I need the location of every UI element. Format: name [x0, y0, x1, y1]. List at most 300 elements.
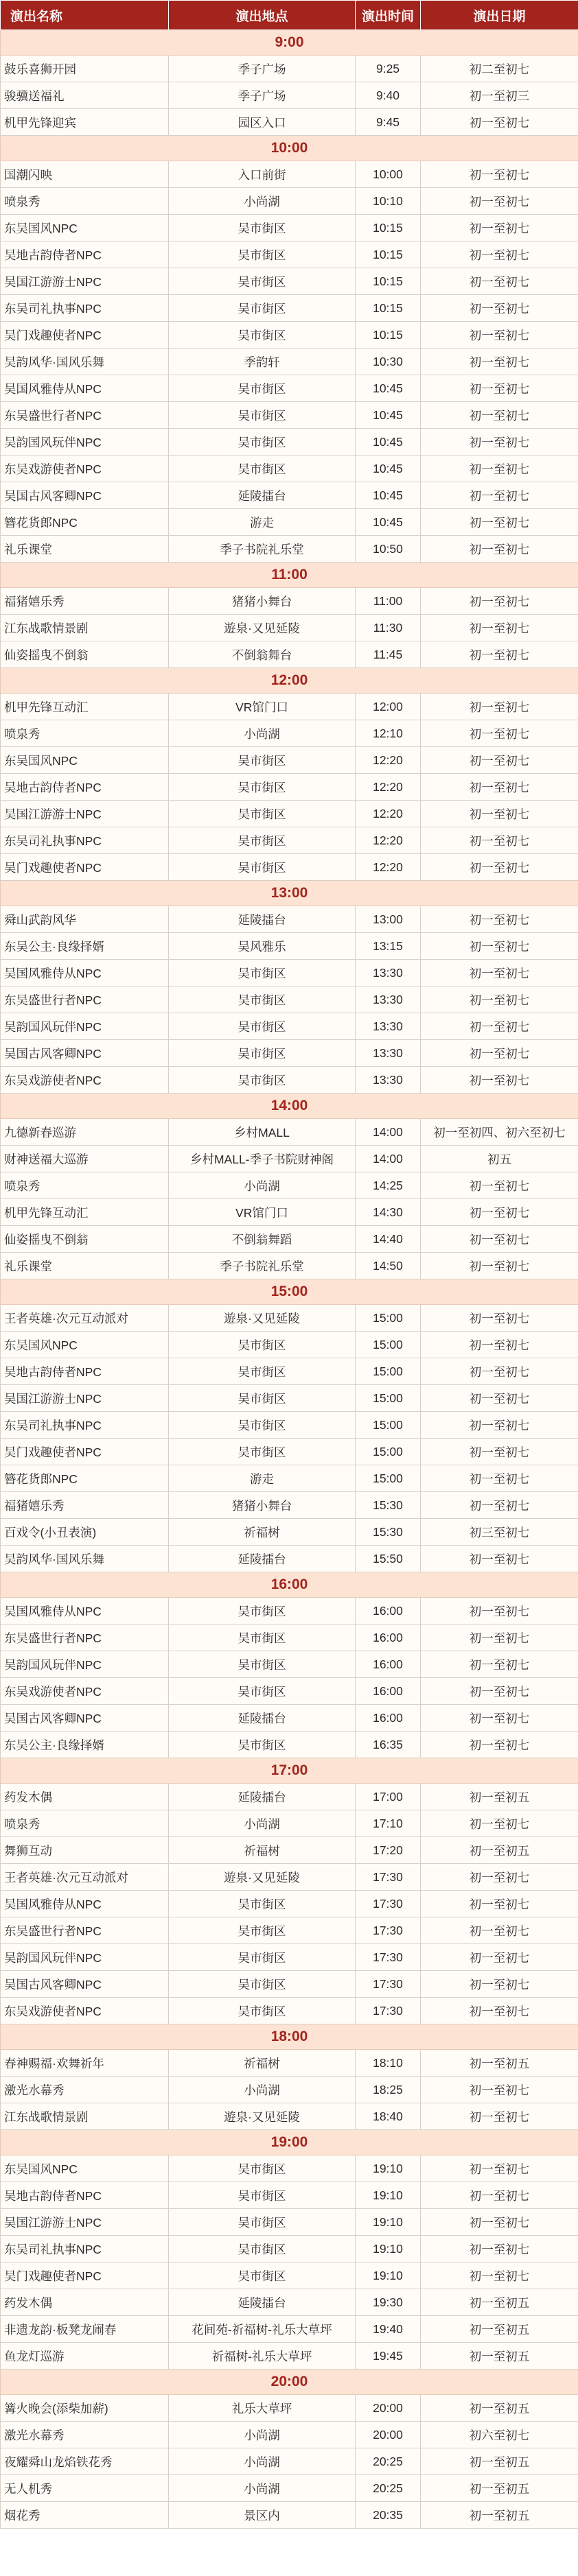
cell-name: 财神送福大巡游 [1, 1146, 169, 1172]
cell-location: 吴市街区 [169, 241, 356, 268]
cell-name: 吴国风雅侍从NPC [1, 375, 169, 402]
table-row [1, 1598, 578, 1624]
cell-location: 吴市街区 [169, 375, 356, 402]
cell-dates: 初一至初七 [421, 774, 578, 801]
cell-time: 12:20 [356, 801, 421, 827]
cell-location: 吴市街区 [169, 1385, 356, 1412]
table-row [1, 1385, 578, 1412]
cell-name: 东吴盛世行者NPC [1, 1624, 169, 1651]
header-time: 演出时间 [356, 1, 421, 30]
cell-location: 猪猪小舞台 [169, 1492, 356, 1519]
cell-location: 吴市街区 [169, 1651, 356, 1678]
cell-dates: 初一至初七 [421, 1305, 578, 1332]
cell-dates: 初一至初七 [421, 1332, 578, 1358]
cell-name: 吴国古风客卿NPC [1, 1040, 169, 1067]
cell-time: 9:45 [356, 109, 421, 136]
cell-dates: 初一至初七 [421, 720, 578, 747]
table-row [1, 1226, 578, 1253]
cell-location: 吴市街区 [169, 1971, 356, 1998]
table-row [1, 1998, 578, 2024]
cell-location: 小尚湖 [169, 720, 356, 747]
cell-location: 游走 [169, 509, 356, 536]
table-row [1, 1465, 578, 1492]
cell-name: 百戏令(小丑表演) [1, 1519, 169, 1546]
table-row [1, 1678, 578, 1705]
cell-name: 江东战歌情景剧 [1, 615, 169, 641]
cell-name: 药发木偶 [1, 1784, 169, 1810]
cell-location: 吴市街区 [169, 1917, 356, 1944]
time-group-label: 9:00 [1, 30, 578, 56]
cell-time: 12:20 [356, 747, 421, 774]
table-row [1, 1784, 578, 1810]
cell-location: 乡村MALL [169, 1119, 356, 1146]
cell-location: 延陵擂台 [169, 1784, 356, 1810]
cell-name: 东吴司礼执事NPC [1, 2236, 169, 2262]
cell-location: 园区入口 [169, 109, 356, 136]
time-group-row [1, 668, 578, 694]
cell-dates: 初一至初七 [421, 456, 578, 482]
cell-name: 机甲先锋迎宾 [1, 109, 169, 136]
cell-dates: 初一至初七 [421, 1624, 578, 1651]
cell-time: 17:30 [356, 1944, 421, 1971]
cell-dates: 初一至初七 [421, 509, 578, 536]
cell-dates: 初一至初五 [421, 2050, 578, 2077]
cell-location: 不倒翁舞台 [169, 641, 356, 668]
cell-location: 吴风雅乐 [169, 933, 356, 960]
cell-dates: 初一至初七 [421, 1917, 578, 1944]
cell-location: 吴市街区 [169, 1998, 356, 2024]
cell-location: 游走 [169, 1465, 356, 1492]
time-group-label: 18:00 [1, 2024, 578, 2050]
cell-name: 机甲先锋互动汇 [1, 694, 169, 720]
table-row [1, 1944, 578, 1971]
time-group-row [1, 2370, 578, 2395]
cell-dates: 初一至初七 [421, 1546, 578, 1572]
cell-location: 吴市街区 [169, 2155, 356, 2182]
cell-time: 20:25 [356, 2475, 421, 2502]
cell-time: 10:15 [356, 268, 421, 295]
cell-dates: 初一至初七 [421, 241, 578, 268]
table-row [1, 774, 578, 801]
cell-location: 花间苑-祈福树-礼乐大草坪 [169, 2316, 356, 2343]
table-row [1, 1199, 578, 1226]
cell-location: 祈福树 [169, 2050, 356, 2077]
cell-name: 吴地古韵侍者NPC [1, 241, 169, 268]
table-header [1, 1, 578, 30]
cell-name: 夜耀舜山龙焰铁花秀 [1, 2448, 169, 2475]
cell-location: 吴市街区 [169, 1412, 356, 1439]
cell-dates: 初一至初五 [421, 2289, 578, 2316]
time-group-label: 15:00 [1, 1279, 578, 1305]
cell-dates: 初一至初五 [421, 1784, 578, 1810]
table-row [1, 1119, 578, 1146]
table-row [1, 1651, 578, 1678]
cell-dates: 初一至初七 [421, 2262, 578, 2289]
cell-name: 吴国风雅侍从NPC [1, 960, 169, 986]
cell-name: 王者英雄·次元互动派对 [1, 1864, 169, 1891]
table-row [1, 720, 578, 747]
cell-dates: 初一至初七 [421, 1732, 578, 1758]
cell-time: 14:00 [356, 1119, 421, 1146]
cell-name: 吴国古风客卿NPC [1, 482, 169, 509]
table-row [1, 268, 578, 295]
cell-location: 小尚湖 [169, 1810, 356, 1837]
cell-name: 仙姿摇曳不倒翁 [1, 641, 169, 668]
cell-dates: 初一至初七 [421, 482, 578, 509]
table-row [1, 960, 578, 986]
cell-time: 16:00 [356, 1678, 421, 1705]
cell-time: 14:25 [356, 1172, 421, 1199]
table-row [1, 161, 578, 188]
cell-name: 吴国江游游士NPC [1, 801, 169, 827]
cell-time: 15:00 [356, 1358, 421, 1385]
cell-time: 10:00 [356, 161, 421, 188]
cell-name: 国潮闪映 [1, 161, 169, 188]
cell-name: 东吴戏游使者NPC [1, 1067, 169, 1094]
cell-location: 遊泉·又见延陵 [169, 615, 356, 641]
cell-time: 15:30 [356, 1492, 421, 1519]
table-row [1, 2475, 578, 2502]
cell-dates: 初三至初七 [421, 1519, 578, 1546]
cell-name: 簪花货郎NPC [1, 509, 169, 536]
table-row [1, 1040, 578, 1067]
cell-name: 吴国江游游士NPC [1, 268, 169, 295]
cell-dates: 初一至初七 [421, 588, 578, 615]
table-row [1, 1172, 578, 1199]
table-row [1, 1971, 578, 1998]
cell-dates: 初二至初七 [421, 56, 578, 82]
cell-location: 吴市街区 [169, 1067, 356, 1094]
cell-dates: 初一至初七 [421, 268, 578, 295]
cell-time: 20:00 [356, 2422, 421, 2448]
cell-name: 东吴国风NPC [1, 747, 169, 774]
cell-time: 16:35 [356, 1732, 421, 1758]
cell-location: 吴市街区 [169, 1944, 356, 1971]
cell-time: 18:10 [356, 2050, 421, 2077]
table-row [1, 402, 578, 429]
cell-dates: 初一至初七 [421, 215, 578, 241]
table-row [1, 801, 578, 827]
cell-name: 东吴公主·良缘择婿 [1, 1732, 169, 1758]
cell-time: 16:00 [356, 1624, 421, 1651]
table-row [1, 2236, 578, 2262]
cell-name: 篝火晚会(添柴加薪) [1, 2395, 169, 2422]
table-row [1, 375, 578, 402]
cell-location: 吴市街区 [169, 774, 356, 801]
cell-time: 19:10 [356, 2209, 421, 2236]
cell-dates: 初一至初五 [421, 2448, 578, 2475]
time-group-row [1, 1279, 578, 1305]
cell-time: 18:40 [356, 2103, 421, 2130]
cell-dates: 初一至初五 [421, 2502, 578, 2529]
cell-time: 14:40 [356, 1226, 421, 1253]
cell-location: VR馆门口 [169, 694, 356, 720]
cell-time: 10:15 [356, 241, 421, 268]
table-row [1, 747, 578, 774]
time-group-row [1, 1094, 578, 1119]
cell-name: 吴门戏趣使者NPC [1, 1439, 169, 1465]
cell-dates: 初一至初七 [421, 1891, 578, 1917]
time-group-label: 14:00 [1, 1094, 578, 1119]
table-row [1, 536, 578, 563]
cell-name: 东吴戏游使者NPC [1, 1998, 169, 2024]
table-row [1, 1067, 578, 1094]
cell-dates: 初一至初七 [421, 2155, 578, 2182]
header-dates: 演出日期 [421, 1, 578, 30]
table-row [1, 1358, 578, 1385]
cell-dates: 初一至初五 [421, 2343, 578, 2370]
table-row [1, 1519, 578, 1546]
table-body [1, 30, 578, 2529]
cell-name: 喷泉秀 [1, 720, 169, 747]
cell-location: 吴市街区 [169, 402, 356, 429]
cell-name: 激光水幕秀 [1, 2077, 169, 2103]
cell-location: 吴市街区 [169, 2209, 356, 2236]
cell-name: 喷泉秀 [1, 188, 169, 215]
cell-time: 10:15 [356, 215, 421, 241]
cell-time: 10:45 [356, 402, 421, 429]
cell-name: 吴韵国风玩伴NPC [1, 1013, 169, 1040]
table-row [1, 2422, 578, 2448]
cell-location: 入口前街 [169, 161, 356, 188]
cell-time: 16:00 [356, 1651, 421, 1678]
cell-name: 吴国江游游士NPC [1, 1385, 169, 1412]
cell-time: 15:00 [356, 1439, 421, 1465]
cell-dates: 初一至初七 [421, 402, 578, 429]
cell-name: 东吴公主·良缘择婿 [1, 933, 169, 960]
time-group-label: 20:00 [1, 2370, 578, 2395]
cell-location: 吴市街区 [169, 1013, 356, 1040]
cell-time: 17:10 [356, 1810, 421, 1837]
cell-time: 10:15 [356, 295, 421, 322]
cell-time: 13:30 [356, 1013, 421, 1040]
cell-name: 舜山武韵风华 [1, 906, 169, 933]
cell-time: 12:10 [356, 720, 421, 747]
time-group-label: 11:00 [1, 563, 578, 588]
time-group-row [1, 881, 578, 906]
cell-dates: 初一至初七 [421, 1253, 578, 1279]
cell-dates: 初一至初七 [421, 161, 578, 188]
time-group-label: 16:00 [1, 1572, 578, 1598]
cell-dates: 初一至初七 [421, 986, 578, 1013]
cell-location: 吴市街区 [169, 747, 356, 774]
cell-location: 小尚湖 [169, 2077, 356, 2103]
table-row [1, 1891, 578, 1917]
cell-location: 吴市街区 [169, 1332, 356, 1358]
cell-dates: 初一至初七 [421, 295, 578, 322]
cell-dates: 初一至初七 [421, 2103, 578, 2130]
cell-time: 15:50 [356, 1546, 421, 1572]
time-group-row [1, 563, 578, 588]
cell-dates: 初一至初七 [421, 2236, 578, 2262]
cell-location: 延陵擂台 [169, 482, 356, 509]
cell-time: 15:00 [356, 1305, 421, 1332]
cell-dates: 初一至初五 [421, 2475, 578, 2502]
time-group-row [1, 2024, 578, 2050]
cell-dates: 初一至初七 [421, 1358, 578, 1385]
cell-name: 烟花秀 [1, 2502, 169, 2529]
cell-location: 吴市街区 [169, 1598, 356, 1624]
cell-name: 仙姿摇曳不倒翁 [1, 1226, 169, 1253]
cell-location: 吴市街区 [169, 1732, 356, 1758]
cell-location: 祈福树-礼乐大草坪 [169, 2343, 356, 2370]
table-row [1, 1146, 578, 1172]
cell-location: 吴市街区 [169, 215, 356, 241]
cell-location: 遊泉·又见延陵 [169, 1864, 356, 1891]
cell-dates: 初一至初七 [421, 1651, 578, 1678]
cell-time: 13:00 [356, 906, 421, 933]
table-row [1, 1705, 578, 1732]
cell-name: 东吴戏游使者NPC [1, 1678, 169, 1705]
cell-location: 乡村MALL-季子书院财神阁 [169, 1146, 356, 1172]
cell-dates: 初一至初五 [421, 2316, 578, 2343]
cell-name: 机甲先锋互动汇 [1, 1199, 169, 1226]
cell-time: 10:45 [356, 429, 421, 456]
cell-name: 礼乐课堂 [1, 1253, 169, 1279]
cell-dates: 初一至初七 [421, 1944, 578, 1971]
cell-time: 15:00 [356, 1385, 421, 1412]
cell-dates: 初一至初七 [421, 694, 578, 720]
cell-location: 不倒翁舞蹈 [169, 1226, 356, 1253]
cell-dates: 初一至初七 [421, 1385, 578, 1412]
cell-location: 吴市街区 [169, 2182, 356, 2209]
cell-name: 吴韵风华·国风乐舞 [1, 1546, 169, 1572]
table-row [1, 509, 578, 536]
cell-dates: 初一至初七 [421, 536, 578, 563]
cell-dates: 初一至初七 [421, 1013, 578, 1040]
table-row [1, 429, 578, 456]
cell-dates: 初一至初七 [421, 2209, 578, 2236]
cell-location: 小尚湖 [169, 188, 356, 215]
cell-name: 喷泉秀 [1, 1172, 169, 1199]
cell-dates: 初一至初七 [421, 1172, 578, 1199]
table-row [1, 2289, 578, 2316]
cell-time: 10:15 [356, 322, 421, 348]
cell-name: 东吴戏游使者NPC [1, 456, 169, 482]
cell-name: 东吴盛世行者NPC [1, 402, 169, 429]
cell-name: 王者英雄·次元互动派对 [1, 1305, 169, 1332]
cell-dates: 初一至初七 [421, 827, 578, 854]
cell-name: 吴韵国风玩伴NPC [1, 429, 169, 456]
cell-time: 17:20 [356, 1837, 421, 1864]
cell-time: 13:30 [356, 1040, 421, 1067]
cell-name: 吴门戏趣使者NPC [1, 2262, 169, 2289]
cell-time: 19:45 [356, 2343, 421, 2370]
cell-dates: 初一至初七 [421, 1864, 578, 1891]
cell-time: 10:45 [356, 509, 421, 536]
time-group-row [1, 136, 578, 161]
cell-time: 11:45 [356, 641, 421, 668]
cell-location: 小尚湖 [169, 1172, 356, 1199]
cell-dates: 初一至初七 [421, 429, 578, 456]
cell-time: 15:00 [356, 1332, 421, 1358]
cell-name: 东吴司礼执事NPC [1, 295, 169, 322]
cell-time: 19:40 [356, 2316, 421, 2343]
table-row [1, 588, 578, 615]
cell-location: 遊泉·又见延陵 [169, 1305, 356, 1332]
table-row [1, 1013, 578, 1040]
time-group-row [1, 1572, 578, 1598]
table-row [1, 641, 578, 668]
cell-time: 13:30 [356, 960, 421, 986]
cell-time: 11:00 [356, 588, 421, 615]
cell-time: 13:15 [356, 933, 421, 960]
cell-time: 10:45 [356, 456, 421, 482]
cell-time: 19:10 [356, 2155, 421, 2182]
cell-name: 吴国风雅侍从NPC [1, 1891, 169, 1917]
time-group-label: 10:00 [1, 136, 578, 161]
time-group-row [1, 2130, 578, 2155]
cell-location: 季子书院礼乐堂 [169, 1253, 356, 1279]
cell-location: 季子广场 [169, 56, 356, 82]
cell-time: 20:00 [356, 2395, 421, 2422]
table-row [1, 1439, 578, 1465]
cell-dates: 初一至初七 [421, 854, 578, 881]
table-row [1, 1253, 578, 1279]
cell-name: 吴国古风客卿NPC [1, 1705, 169, 1732]
cell-time: 12:00 [356, 694, 421, 720]
cell-dates: 初一至初七 [421, 1971, 578, 1998]
cell-time: 12:20 [356, 774, 421, 801]
table-row [1, 2395, 578, 2422]
cell-dates: 初一至初四、初六至初七 [421, 1119, 578, 1146]
cell-name: 东吴国风NPC [1, 1332, 169, 1358]
table-row [1, 2050, 578, 2077]
cell-time: 17:30 [356, 1891, 421, 1917]
cell-name: 舞狮互动 [1, 1837, 169, 1864]
cell-time: 17:30 [356, 1864, 421, 1891]
header-row [1, 1, 578, 30]
cell-name: 福猪嬉乐秀 [1, 1492, 169, 1519]
table-row [1, 906, 578, 933]
cell-location: 吴市街区 [169, 295, 356, 322]
cell-time: 14:30 [356, 1199, 421, 1226]
cell-time: 16:00 [356, 1705, 421, 1732]
cell-dates: 初一至初七 [421, 960, 578, 986]
cell-location: 延陵擂台 [169, 1705, 356, 1732]
cell-time: 17:30 [356, 1917, 421, 1944]
cell-dates: 初一至初七 [421, 1598, 578, 1624]
cell-name: 东吴司礼执事NPC [1, 1412, 169, 1439]
table-row [1, 1305, 578, 1332]
cell-dates: 初一至初七 [421, 2077, 578, 2103]
cell-time: 13:30 [356, 986, 421, 1013]
cell-location: 礼乐大草坪 [169, 2395, 356, 2422]
cell-location: 小尚湖 [169, 2422, 356, 2448]
cell-location: 季子广场 [169, 82, 356, 109]
table-row [1, 986, 578, 1013]
cell-name: 吴国江游游士NPC [1, 2209, 169, 2236]
cell-dates: 初一至初七 [421, 1810, 578, 1837]
time-group-row [1, 30, 578, 56]
cell-location: 吴市街区 [169, 322, 356, 348]
cell-name: 春神赐福·欢舞祈年 [1, 2050, 169, 2077]
cell-dates: 初一至初七 [421, 109, 578, 136]
table-row [1, 1412, 578, 1439]
cell-dates: 初一至初七 [421, 801, 578, 827]
cell-dates: 初六至初七 [421, 2422, 578, 2448]
cell-name: 吴国古风客卿NPC [1, 1971, 169, 1998]
cell-dates: 初一至初七 [421, 348, 578, 375]
cell-name: 东吴盛世行者NPC [1, 986, 169, 1013]
cell-location: 猪猪小舞台 [169, 588, 356, 615]
cell-name: 鼓乐喜狮开园 [1, 56, 169, 82]
cell-name: 福猪嬉乐秀 [1, 588, 169, 615]
table-row [1, 1732, 578, 1758]
cell-time: 10:45 [356, 482, 421, 509]
cell-time: 19:10 [356, 2262, 421, 2289]
table-row [1, 82, 578, 109]
